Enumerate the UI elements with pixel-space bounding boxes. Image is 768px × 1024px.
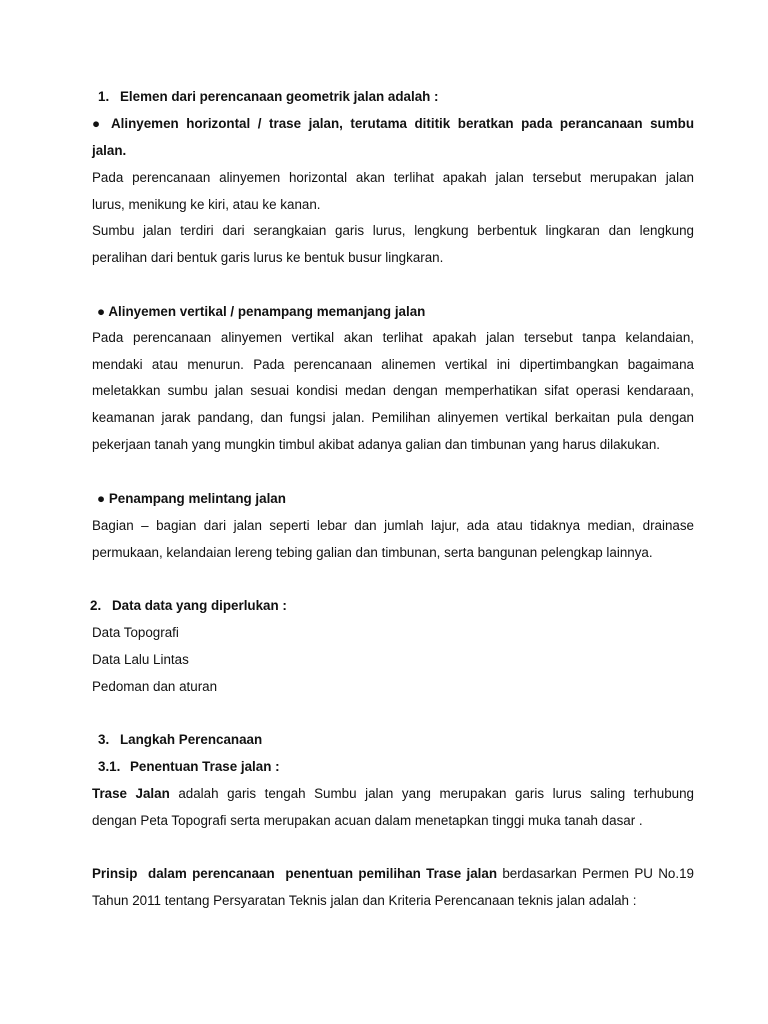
section-2-number: 2. <box>90 598 102 613</box>
paragraph-sumbu-line2: peralihan dari bentuk garis lurus ke bentuk busur lingkaran. <box>92 250 444 265</box>
trase-definition-text: adalah garis tengah Sumbu jalan yang merupakan garis lurus saling terhubung <box>169 786 694 801</box>
section-1-number: 1. <box>98 89 110 104</box>
list-item: Pedoman dan aturan <box>92 679 218 694</box>
bullet-icon: ● <box>97 491 106 506</box>
list-item: Data Topografi <box>92 625 179 640</box>
bullet-icon: ● <box>92 116 104 131</box>
subsection-3-1-title: Penentuan Trase jalan : <box>130 759 280 774</box>
paragraph-vertical-line3: meletakkan sumbu jalan sesuai kondisi medan dengan memperhatikan sifat operasi kendaraan, <box>92 383 694 398</box>
section-3-number: 3. <box>98 732 110 747</box>
paragraph-vertical-line4: keamanan jarak pandang, dan fungsi jalan. Pemilihan alinyemen vertikal berkaitan pula dengan <box>92 410 694 425</box>
trase-term: Trase Jalan <box>92 786 170 801</box>
bullet-melintang <box>97 490 286 508</box>
bullet-melintang-text: Penampang melintang jalan <box>108 491 286 506</box>
section-3-heading <box>98 731 262 749</box>
section-1-heading <box>98 88 439 106</box>
trase-definition-line2: dengan Peta Topografi serta merupakan acuan dalam menetapkan tinggi muka tanah dasar . <box>92 813 643 828</box>
bullet-horizontal-line1 <box>92 115 694 133</box>
section-2-title: Data data yang diperlukan : <box>112 598 287 613</box>
prinsip-text: berdasarkan Permen PU No.19 <box>497 866 694 881</box>
bullet-vertical-text: Alinyemen vertikal / penampang memanjang jalan <box>108 304 426 319</box>
paragraph-vertical-line5: pekerjaan tanah yang mungkin timbul akibat adanya galian dan timbunan yang harus dilakukan. <box>92 437 660 452</box>
bullet-icon: ● <box>97 304 106 319</box>
paragraph-horizontal-line1: Pada perencanaan alinyemen horizontal akan terlihat apakah jalan tersebut merupakan jalan <box>92 170 694 185</box>
subsection-3-1-number: 3.1. <box>98 759 121 774</box>
list-item: Data Lalu Lintas <box>92 652 189 667</box>
prinsip-line1 <box>92 865 694 883</box>
section-2-heading <box>90 597 287 615</box>
prinsip-line2: Tahun 2011 tentang Persyaratan Teknis jalan dan Kriteria Perencanaan teknis jalan adalah : <box>92 893 637 908</box>
bullet-horizontal-text: Alinyemen horizontal / trase jalan, terutama dititik beratkan pada perancanaan sumbu <box>110 116 694 131</box>
paragraph-horizontal-line2: lurus, menikung ke kiri, atau ke kanan. <box>92 197 321 212</box>
section-3-title: Langkah Perencanaan <box>120 732 263 747</box>
trase-definition-line1 <box>92 785 694 803</box>
subsection-3-1-heading <box>98 758 280 776</box>
paragraph-sumbu-line1: Sumbu jalan terdiri dari serangkaian garis lurus, lengkung berbentuk lingkaran dan lengkung <box>92 223 694 238</box>
paragraph-vertical-line2: mendaki atau menurun. Pada perencanaan alinemen vertikal ini dipertimbangkan bagaimana <box>92 357 694 372</box>
prinsip-term: Prinsip dalam perencanaan penentuan pemilihan Trase jalan <box>92 866 498 881</box>
paragraph-melintang-line2: permukaan, kelandaian lereng tebing galian dan timbunan, serta bangunan pelengkap lainnya. <box>92 545 653 560</box>
paragraph-melintang-line1: Bagian – bagian dari jalan seperti lebar dan jumlah lajur, ada atau tidaknya median, drainase <box>92 518 694 533</box>
paragraph-vertical-line1: Pada perencanaan alinyemen vertikal akan terlihat apakah jalan tersebut tanpa kelandaian, <box>92 330 694 345</box>
section-1-title: Elemen dari perencanaan geometrik jalan adalah : <box>120 89 439 104</box>
bullet-horizontal-line2: jalan. <box>92 143 127 158</box>
bullet-vertical <box>97 303 425 321</box>
